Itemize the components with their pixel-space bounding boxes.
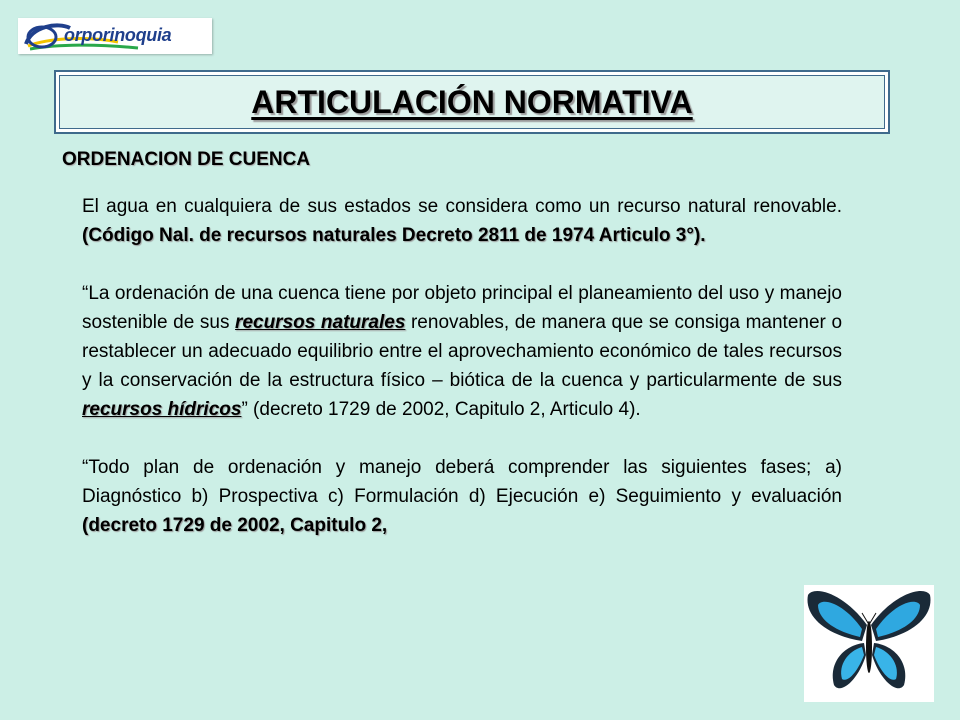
paragraph-plan-citation: (decreto 1729 de 2002, Capitulo 2, [82,515,388,536]
paragraph-water-citation: (Código Nal. de recursos naturales Decreto 2811 de 1974 Articulo 3°). [82,225,706,246]
paragraph-plan [82,453,842,540]
paragraph-ordenacion [82,279,842,424]
paragraph-ordenacion-text-a: “La ordenación de una cuenca tiene por objeto principal el planeamiento del uso y manejo sostenible de sus [82,283,842,333]
paragraph-water-text: El agua en cualquiera de sus estados se considera como un recurso natural renovable. [82,196,842,217]
title-inner [59,75,885,129]
title-box [54,70,890,134]
paragraph-ordenacion-text-c: ” (decreto 1729 de 2002, Capitulo 2, Articulo 4). [241,399,641,420]
body-text [82,192,842,569]
section-heading: ORDENACION DE CUENCA [62,149,311,170]
paragraph-ordenacion-text-b: renovables, de manera que se consiga mantener o restablecer un adecuado equilibrio entre el aprovechamiento económico de tales recursos y la conservación de la estructura físico – biótica de la cuenca y particularmente de sus [82,312,843,391]
corporinoquia-logo [18,18,212,54]
butterfly-image [804,585,934,702]
paragraph-water [82,192,842,250]
recursos-hidricos-link[interactable]: recursos hídricos [82,399,242,420]
recursos-naturales-link[interactable]: recursos naturales [235,312,406,333]
page-title: ARTICULACIÓN NORMATIVA [251,83,693,120]
logo-text: orporinoquia [64,25,172,45]
paragraph-plan-text: “Todo plan de ordenación y manejo deberá comprender las siguientes fases; a) Diagnóstico b) Prospectiva c) Formulación d) Ejecución e) Seguimiento y evaluación [82,457,842,507]
butterfly-icon [804,585,934,702]
